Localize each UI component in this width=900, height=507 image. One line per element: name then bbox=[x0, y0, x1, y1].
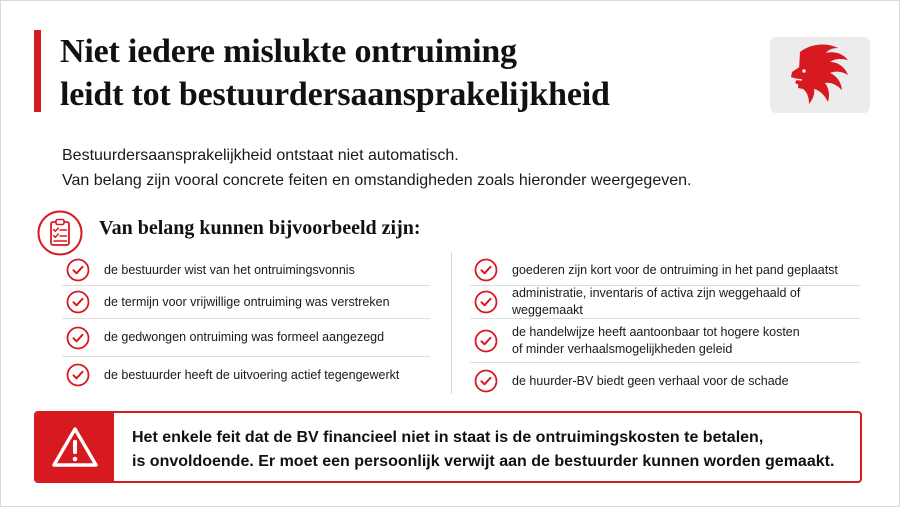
list-item-text: de termijn voor vrijwillige ontruiming was verstreken bbox=[104, 294, 390, 309]
check-circle-icon bbox=[474, 258, 498, 282]
title-line-1: Niet iedere mislukte ontruiming bbox=[60, 33, 517, 70]
lion-head-icon bbox=[782, 42, 858, 108]
list-item-text: de huurder-BV biedt geen verhaal voor de schade bbox=[512, 373, 789, 388]
intro-text bbox=[62, 143, 691, 193]
warning-callout bbox=[34, 411, 862, 483]
list-item bbox=[62, 286, 430, 319]
list-item-text: de handelwijze heeft aantoonbaar tot hogere kosten of minder verhaalsmogelijkheden geleid bbox=[512, 324, 800, 356]
list-item bbox=[470, 255, 860, 286]
warning-line-1: Het enkele feit dat de BV financieel niet in staat is de ontruimingskosten te betalen, bbox=[132, 429, 764, 446]
warning-triangle-icon bbox=[51, 425, 99, 469]
intro-line-1: Bestuurdersaansprakelijkheid ontstaat niet automatisch. bbox=[62, 147, 459, 164]
check-circle-icon bbox=[474, 329, 498, 353]
warning-icon-panel bbox=[36, 413, 114, 481]
logo bbox=[770, 37, 870, 113]
check-circle-icon bbox=[66, 258, 90, 282]
list-item-text: goederen zijn kort voor de ontruiming in het pand geplaatst bbox=[512, 262, 838, 277]
criteria-list-left bbox=[62, 255, 430, 393]
check-circle-icon bbox=[66, 326, 90, 350]
list-item bbox=[62, 357, 430, 393]
page-title bbox=[60, 30, 610, 116]
list-item bbox=[470, 286, 860, 319]
list-item bbox=[62, 255, 430, 286]
list-item-text: de gedwongen ontruiming was formeel aangezegd bbox=[104, 330, 385, 344]
list-item bbox=[470, 319, 860, 363]
list-item-text: de bestuurder wist van het ontruimingsvonnis bbox=[104, 262, 355, 277]
clipboard-checklist-icon bbox=[37, 210, 83, 256]
section-heading: Van belang kunnen bijvoorbeeld zijn: bbox=[99, 217, 421, 239]
check-circle-icon bbox=[66, 363, 90, 387]
list-item-text: de bestuurder heeft de uitvoering actief tegengewerkt bbox=[104, 367, 400, 382]
list-item-text: administratie, inventaris of activa zijn weggehaald of weggemaakt bbox=[512, 286, 801, 317]
column-divider bbox=[451, 252, 452, 394]
intro-line-2: Van belang zijn vooral concrete feiten en omstandigheden zoals hieronder weergegeven. bbox=[62, 172, 692, 189]
criteria-list-right bbox=[470, 255, 860, 399]
warning-line-2: is onvoldoende. Er moet een persoonlijk verwijt aan de bestuurder kunnen worden gemaakt. bbox=[132, 453, 835, 470]
list-item bbox=[62, 319, 430, 357]
check-circle-icon bbox=[474, 369, 498, 393]
check-circle-icon bbox=[66, 290, 90, 314]
title-line-2: leidt tot bestuurdersaansprakelijkheid bbox=[60, 76, 610, 113]
title-accent-bar bbox=[34, 30, 41, 112]
warning-text bbox=[114, 413, 834, 481]
check-circle-icon bbox=[474, 290, 498, 314]
list-item bbox=[470, 363, 860, 399]
